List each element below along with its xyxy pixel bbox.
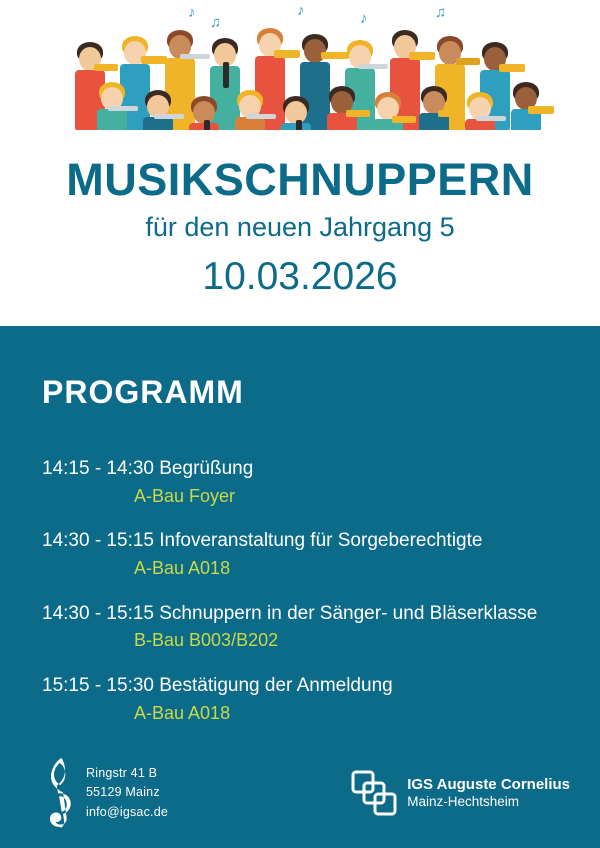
body [97,109,127,130]
clarinet-icon [296,120,302,130]
address-line-1: Ringstr 41 B [86,765,158,780]
illustration-band [0,0,600,130]
contact-block [42,757,168,829]
trumpet-icon [528,106,554,114]
footer [0,738,600,848]
program-item-location: A-Bau Foyer [134,485,236,506]
child-musician [184,64,224,130]
school-name-block [407,776,570,810]
music-note-icon: ♪ [297,2,305,19]
child-musician [506,56,546,130]
music-note-icon: ♫ [435,4,447,21]
child-musician [322,58,362,130]
school-location: Mainz-Hechtsheim [407,793,519,809]
page-title: MUSIKSCHNUPPERN [66,154,534,205]
child-musician [276,64,316,130]
flute-icon [246,114,276,119]
address [86,764,168,822]
program-heading: PROGRAMM [42,373,244,410]
program-item-title: 15:15 - 15:30 Bestätigung der Anmeldung [42,674,393,696]
program-item [42,529,600,579]
music-note-icon: ♫ [210,14,222,31]
title-band [0,130,600,326]
trumpet-icon [346,110,370,117]
program-item [42,457,600,507]
school-logo [351,770,570,816]
treble-clef-icon [42,757,76,829]
child-musician [92,56,132,130]
program-item-location: B-Bau B003/B202 [134,630,279,651]
program-item [42,602,600,652]
program-item [42,674,600,724]
school-logo-icon [351,770,397,816]
children-orchestra-illustration [60,0,555,130]
flute-icon [108,106,138,111]
address-line-2: 55129 Mainz [86,785,160,800]
program-item-title: 14:30 - 15:15 Schnuppern in der Sänger- und Bläserklasse [42,602,538,624]
child-musician [368,62,408,130]
trumpet-icon [392,116,416,123]
child-musician [138,60,178,130]
clarinet-icon [204,120,210,130]
email-address[interactable]: info@igsac.de [86,804,169,819]
program-item-title: 14:30 - 15:15 Infoveranstaltung für Sorgeberechtigte [42,530,483,552]
flute-icon [154,114,184,119]
music-note-icon: ♪ [360,10,368,27]
music-note-icon: ♪ [188,4,196,21]
trumpet-icon [438,110,462,117]
flute-icon [476,116,506,121]
child-musician [460,62,500,130]
event-date: 10.03.2026 [202,254,398,298]
page-subtitle: für den neuen Jahrgang 5 [145,212,455,243]
school-name: IGS Auguste Cornelius [407,775,570,793]
program-item-location: A-Bau A018 [134,702,231,723]
child-musician [414,58,454,130]
program-item-location: A-Bau A018 [134,557,231,578]
program-item-title: 14:15 - 14:30 Begrüßung [42,457,254,479]
child-musician [230,60,270,130]
